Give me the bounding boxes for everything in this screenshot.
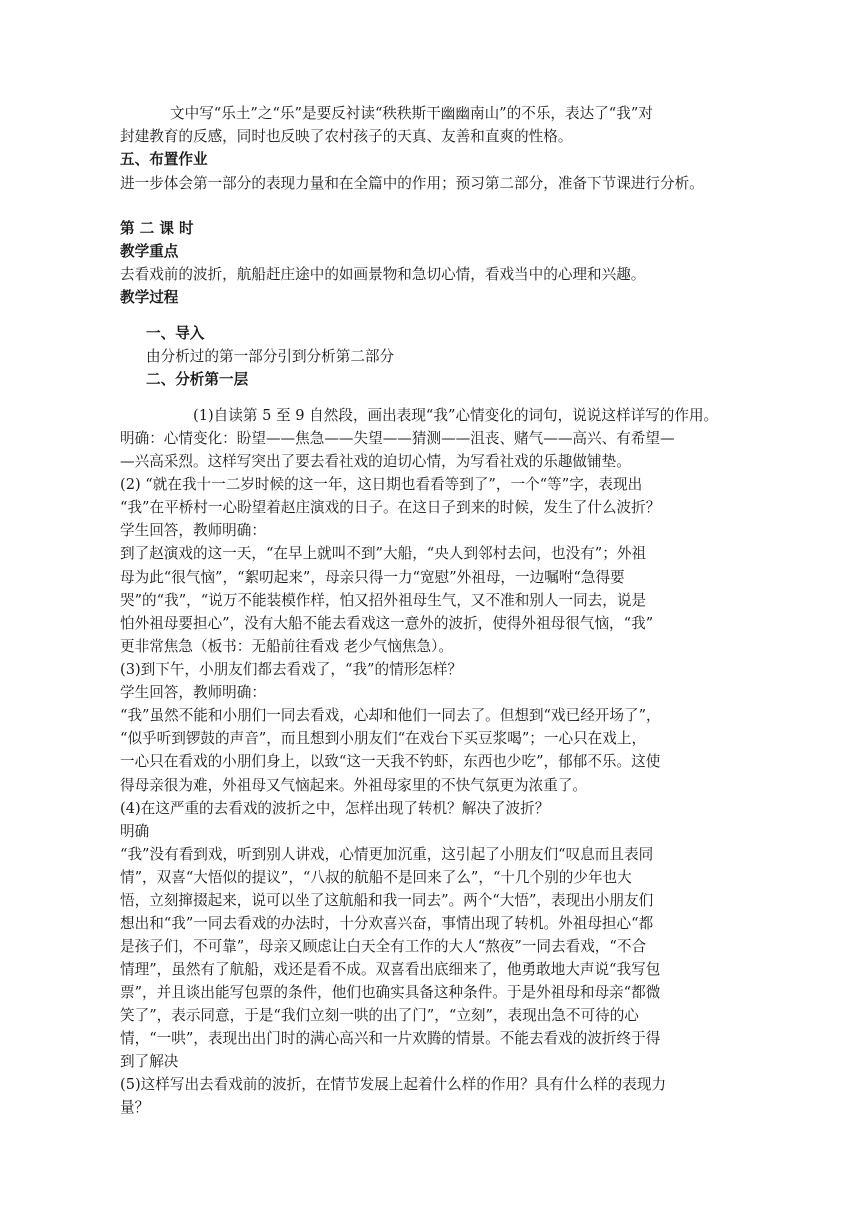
subheading-layer1: 二、分析第一层 (146, 371, 249, 388)
section-heading-focus: 教学重点 (120, 243, 179, 260)
question-4-line: “我”没有看到戏，听到别人讲戏，心情更加沉重，这引起了小朋友们“叹息而且表同 (120, 846, 654, 863)
question-3-line: 得母亲很为难，外祖母又气恼起来。外祖母家里的不快气氛更为浓重了。 (120, 777, 588, 794)
question-3-line: 一心只在看戏的小朋们身上，以致“这一天我不钓虾，东西也少吃”，郁郁不乐。这使 (120, 753, 661, 770)
question-4-line: 明确 (120, 823, 150, 840)
question-4-line: 情理”，虽然有了航船，戏还是看不成。双喜看出底细来了，他勇敢地大声说“我写包 (120, 961, 661, 978)
question-2-line: 学生回答，教师明确： (120, 522, 266, 539)
question-4-line: 情”，双喜“大悟似的提议”，“八叔的航船不是回来了么”，“十几个别的少年也大 (120, 869, 632, 886)
question-3-line: “似乎听到锣鼓的声音”，而且想到小朋友们“在戏台下买豆浆喝”；一心只在戏上， (120, 730, 647, 747)
subheading-intro: 一、导入 (146, 325, 205, 342)
question-2-line: (2) “就在我十一二岁时候的这一年，这日期也看看等到了”，一个“等”字，表现出 (120, 476, 643, 493)
intro-text: 由分析过的第一部分引到分析第二部分 (146, 348, 395, 365)
question-2-line: 哭”的“我”，“说万不能装模作样，怕又招外祖母生气，又不准和别人一同去，说是 (120, 592, 647, 609)
question-1-line: (1)自读第 5 至 9 自然段，画出表现“我”心情变化的词句，说说这样详写的作用。 (193, 407, 719, 424)
lesson-title: 第 二 课 时 (120, 220, 194, 237)
focus-text: 去看戏前的波折，航船赶庄途中的如画景物和急切心情，看戏当中的心理和兴趣。 (120, 266, 646, 283)
question-3-line: (3)到下午，小朋友们都去看戏了，“我”的情形怎样？ (120, 661, 463, 678)
question-2-line: 更非常焦急（板书：无船前往看戏 老少气恼焦急）。 (120, 638, 453, 655)
question-4-line: 想出和“我”一同去看戏的办法时，十分欢喜兴奋，事情出现了转机。外祖母担心“都 (120, 915, 654, 932)
question-3-line: “我”虽然不能和小朋们一同去看戏，心却和他们一同去了。但想到“戏已经开场了”， (120, 707, 661, 724)
question-4-line: 情，“一哄”，表现出出门时的满心高兴和一片欢腾的情景。不能去看戏的波折终于得 (120, 1030, 661, 1047)
section-heading-homework: 五、布置作业 (120, 151, 208, 168)
question-4-line: 是孩子们，不可靠”，母亲又顾虑让白天全有工作的大人“熬夜”一同去看戏，“不合 (120, 938, 647, 955)
paragraph-line: 封建教育的反感，同时也反映了农村孩子的天真、友善和直爽的性格。 (120, 128, 573, 145)
question-4-line: 悟，立刻撺掇起来，说可以坐了这航船和我一同去”。两个“大悟”，表现出小朋友们 (120, 892, 654, 909)
question-2-line: “我”在平桥村一心盼望着赵庄演戏的日子。在这日子到来的时候，发生了什么波折？ (120, 499, 661, 516)
question-5-line: (5)这样写出去看戏前的波折，在情节发展上起着什么样的作用？具有什么样的表现力 (120, 1076, 667, 1093)
question-3-line: 学生回答，教师明确： (120, 684, 266, 701)
question-4-line: 到了解决 (120, 1053, 179, 1070)
question-5-line: 量？ (120, 1099, 150, 1116)
question-2-line: 到了赵演戏的这一天，“在早上就叫不到”大船，“央人到邻村去问，也没有”；外祖 (120, 545, 647, 562)
question-1-line: —兴高采烈。这样写突出了要去看社戏的迫切心情，为写看社戏的乐趣做铺垫。 (120, 453, 631, 470)
question-4-line: (4)在这严重的去看戏的波折之中，怎样出现了转机？解决了波折？ (120, 800, 550, 817)
section-heading-process: 教学过程 (120, 289, 179, 306)
paragraph-line: 文中写“乐土”之“乐”是要反衬读“秩秩斯干幽幽南山”的不乐，表达了“我”对 (170, 105, 653, 122)
question-4-line: 笑了”，表示同意，于是“我们立刻一哄的出了门”，“立刻”，表现出急不可待的心 (120, 1007, 639, 1024)
question-1-line: 明确：心情变化：盼望——焦急——失望——猜测——沮丧、赌气——高兴、有希望— (120, 430, 675, 447)
question-2-line: 怕外祖母要担心”，没有大船不能去看戏这一意外的波折，使得外祖母很气恼，“我” (120, 615, 654, 632)
question-4-line: 票”，并且谈出能写包票的条件，他们也确实具备这种条件。于是外祖母和母亲“都微 (120, 984, 661, 1001)
homework-text: 进一步体会第一部分的表现力量和在全篇中的作用；预习第二部分，准备下节课进行分析。 (120, 175, 704, 192)
question-2-line: 母为此“很气恼”，“絮叨起来”，母亲只得一力“宽慰”外祖母，一边嘱咐“急得要 (120, 569, 625, 586)
